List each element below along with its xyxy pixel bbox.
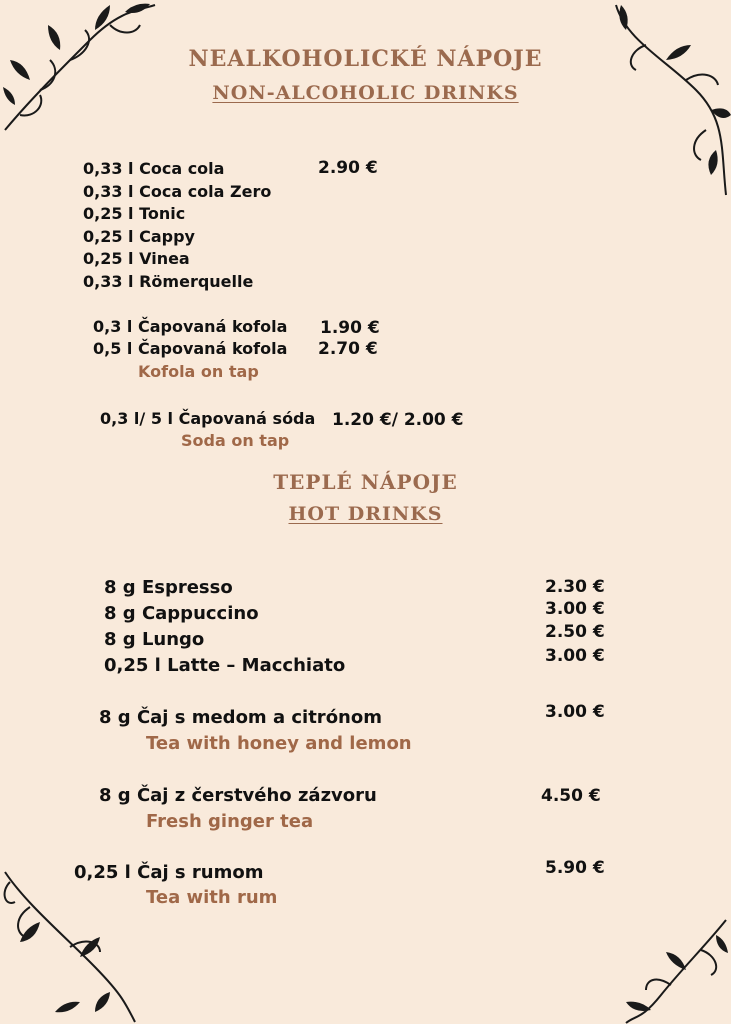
- list-item: 0,25 l Latte – Macchiato: [104, 655, 346, 676]
- list-item: 0,33 l Coca cola Zero: [83, 182, 272, 201]
- list-item: 8 g Espresso: [104, 577, 233, 598]
- item-translation: Kofola on tap: [138, 362, 259, 381]
- soft-drinks-price: 2.90 €: [318, 158, 378, 178]
- floral-ornament-bottom-right-icon: [621, 915, 731, 1024]
- list-item: 8 g Lungo: [104, 629, 205, 650]
- list-item: 0,3 l/ 5 l Čapovaná sóda: [100, 409, 316, 428]
- list-item: 8 g Čaj z čerstvého zázvoru: [99, 785, 377, 806]
- price: 2.50 €: [545, 622, 605, 642]
- section-subtitle: HOT DRINKS: [288, 503, 443, 525]
- price: 2.30 €: [545, 577, 605, 597]
- item-translation: Fresh ginger tea: [146, 811, 314, 832]
- price: 4.50 €: [541, 786, 601, 806]
- section-title: TEPLÉ NÁPOJE: [273, 470, 458, 494]
- list-item: 0,33 l Römerquelle: [83, 272, 254, 291]
- price: 1.20 €/ 2.00 €: [332, 410, 464, 430]
- item-translation: Soda on tap: [181, 431, 290, 450]
- price: 5.90 €: [545, 858, 605, 878]
- floral-ornament-bottom-left-icon: [0, 862, 140, 1024]
- price: 3.00 €: [545, 599, 605, 619]
- item-translation: Tea with honey and lemon: [146, 733, 412, 754]
- list-item: 0,25 l Cappy: [83, 227, 195, 246]
- item-translation: Tea with rum: [146, 887, 278, 908]
- price: 3.00 €: [545, 646, 605, 666]
- page-subtitle: NON-ALCOHOLIC DRINKS: [212, 82, 519, 104]
- list-item: 0,5 l Čapovaná kofola: [93, 339, 288, 358]
- list-item: 8 g Čaj s medom a citrónom: [99, 707, 382, 728]
- price: 1.90 €: [320, 318, 380, 338]
- price: 3.00 €: [545, 702, 605, 722]
- page-title: NEALKOHOLICKÉ NÁPOJE: [188, 46, 543, 72]
- list-item: 8 g Cappuccino: [104, 603, 259, 624]
- list-item: 0,25 l Tonic: [83, 204, 186, 223]
- list-item: 0,3 l Čapovaná kofola: [93, 317, 288, 336]
- price: 2.70 €: [318, 339, 378, 359]
- list-item: 0,33 l Coca cola: [83, 159, 225, 178]
- list-item: 0,25 l Vinea: [83, 249, 190, 268]
- list-item: 0,25 l Čaj s rumom: [74, 862, 264, 883]
